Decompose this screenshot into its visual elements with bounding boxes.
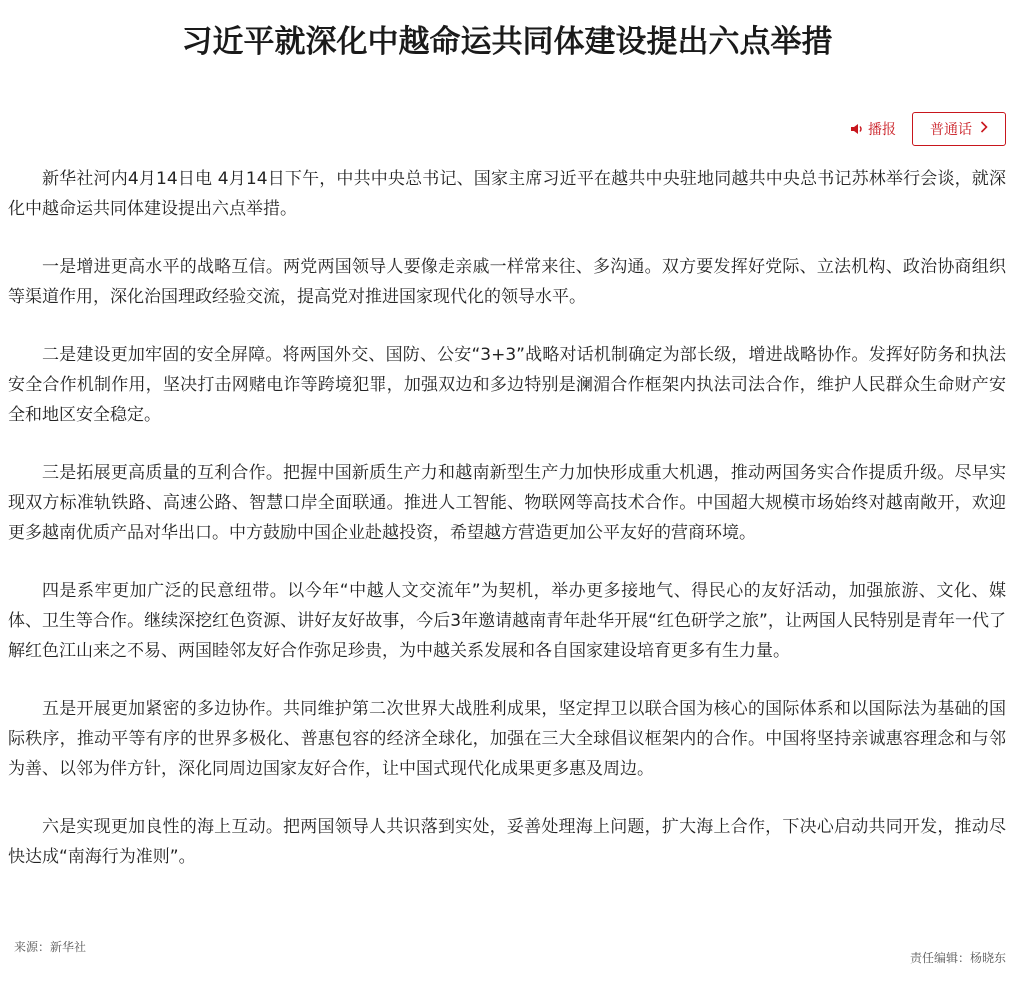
paragraph-measure-4: 四是系牢更加广泛的民意纽带。以今年“中越人文交流年”为契机，举办更多接地气、得民心的友好活动，加强旅游、文化、媒体、卫生等合作。继续深挖红色资源、讲好友好故事，今后3年邀请越南青年赴华开展“红色研学之旅”，让两国人民特别是青年一代了解红色江山来之不易、两国睦邻友好合作弥足珍贵，为中越关系发展和各自国家建设培育更多有生力量。: [8, 581, 1006, 661]
paragraph-lead: 新华社河内4月14日电 4月14日下午，中共中央总书记、国家主席习近平在越共中央驻地同越共中央总书记苏林举行会谈，就深化中越命运共同体建设提出六点举措。: [8, 169, 1006, 219]
paragraph-measure-6: 六是实现更加良性的海上互动。把两国领导人共识落到实处，妥善处理海上问题，扩大海上合作，下决心启动共同开发，推动尽快达成“南海行为准则”。: [8, 817, 1006, 867]
paragraph-measure-5: 五是开展更加紧密的多边协作。共同维护第二次世界大战胜利成果，坚定捍卫以联合国为核心的国际体系和以国际法为基础的国际秩序，推动平等有序的世界多极化、普惠包容的经济全球化，加强在三大全球倡议框架内的合作。中国将坚持亲诚惠容理念和与邻为善、以邻为伴方针，深化同周边国家友好合作，让中国式现代化成果更多惠及周边。: [8, 699, 1006, 779]
broadcast-label: 播报: [868, 122, 896, 138]
paragraph-measure-1: 一是增进更高水平的战略互信。两党两国领导人要像走亲戚一样常来往、多沟通。双方要发挥好党际、立法机构、政治协商组织等渠道作用，深化治国理政经验交流，提高党对推进国家现代化的领导水平。: [8, 257, 1006, 307]
paragraph-measure-2: 二是建设更加牢固的安全屏障。将两国外交、国防、公安“3+3”战略对话机制确定为部长级，增进战略协作。发挥好防务和执法安全合作机制作用，坚决打击网赌电诈等跨境犯罪，加强双边和多边特别是澜湄合作框架内执法司法合作，维护人民群众生命财产安全和地区安全稳定。: [8, 345, 1006, 425]
article-editor: 责任编辑：杨晓东: [909, 951, 1006, 965]
paragraph-measure-3: 三是拓展更高质量的互利合作。把握中国新质生产力和越南新型生产力加快形成重大机遇，推动两国务实合作提质升级。尽早实现双方标准轨铁路、高速公路、智慧口岸全面联通。推进人工智能、物联网等高技术合作。中国超大规模市场始终对越南敞开，欢迎更多越南优质产品对华出口。中方鼓励中国企业赴越投资，希望越方营造更加公平友好的营商环境。: [8, 463, 1006, 543]
dialect-label: 普通话: [930, 122, 972, 138]
article-body: [8, 164, 1006, 900]
audio-toolbar: [850, 112, 1006, 146]
chevron-right-icon: [980, 121, 988, 137]
article-source: 来源：新华社: [14, 940, 87, 954]
dialect-select-button[interactable]: [912, 112, 1006, 146]
speaker-icon: [850, 123, 864, 135]
page-title: 习近平就深化中越命运共同体建设提出六点举措: [181, 24, 833, 60]
broadcast-button[interactable]: [850, 119, 896, 139]
